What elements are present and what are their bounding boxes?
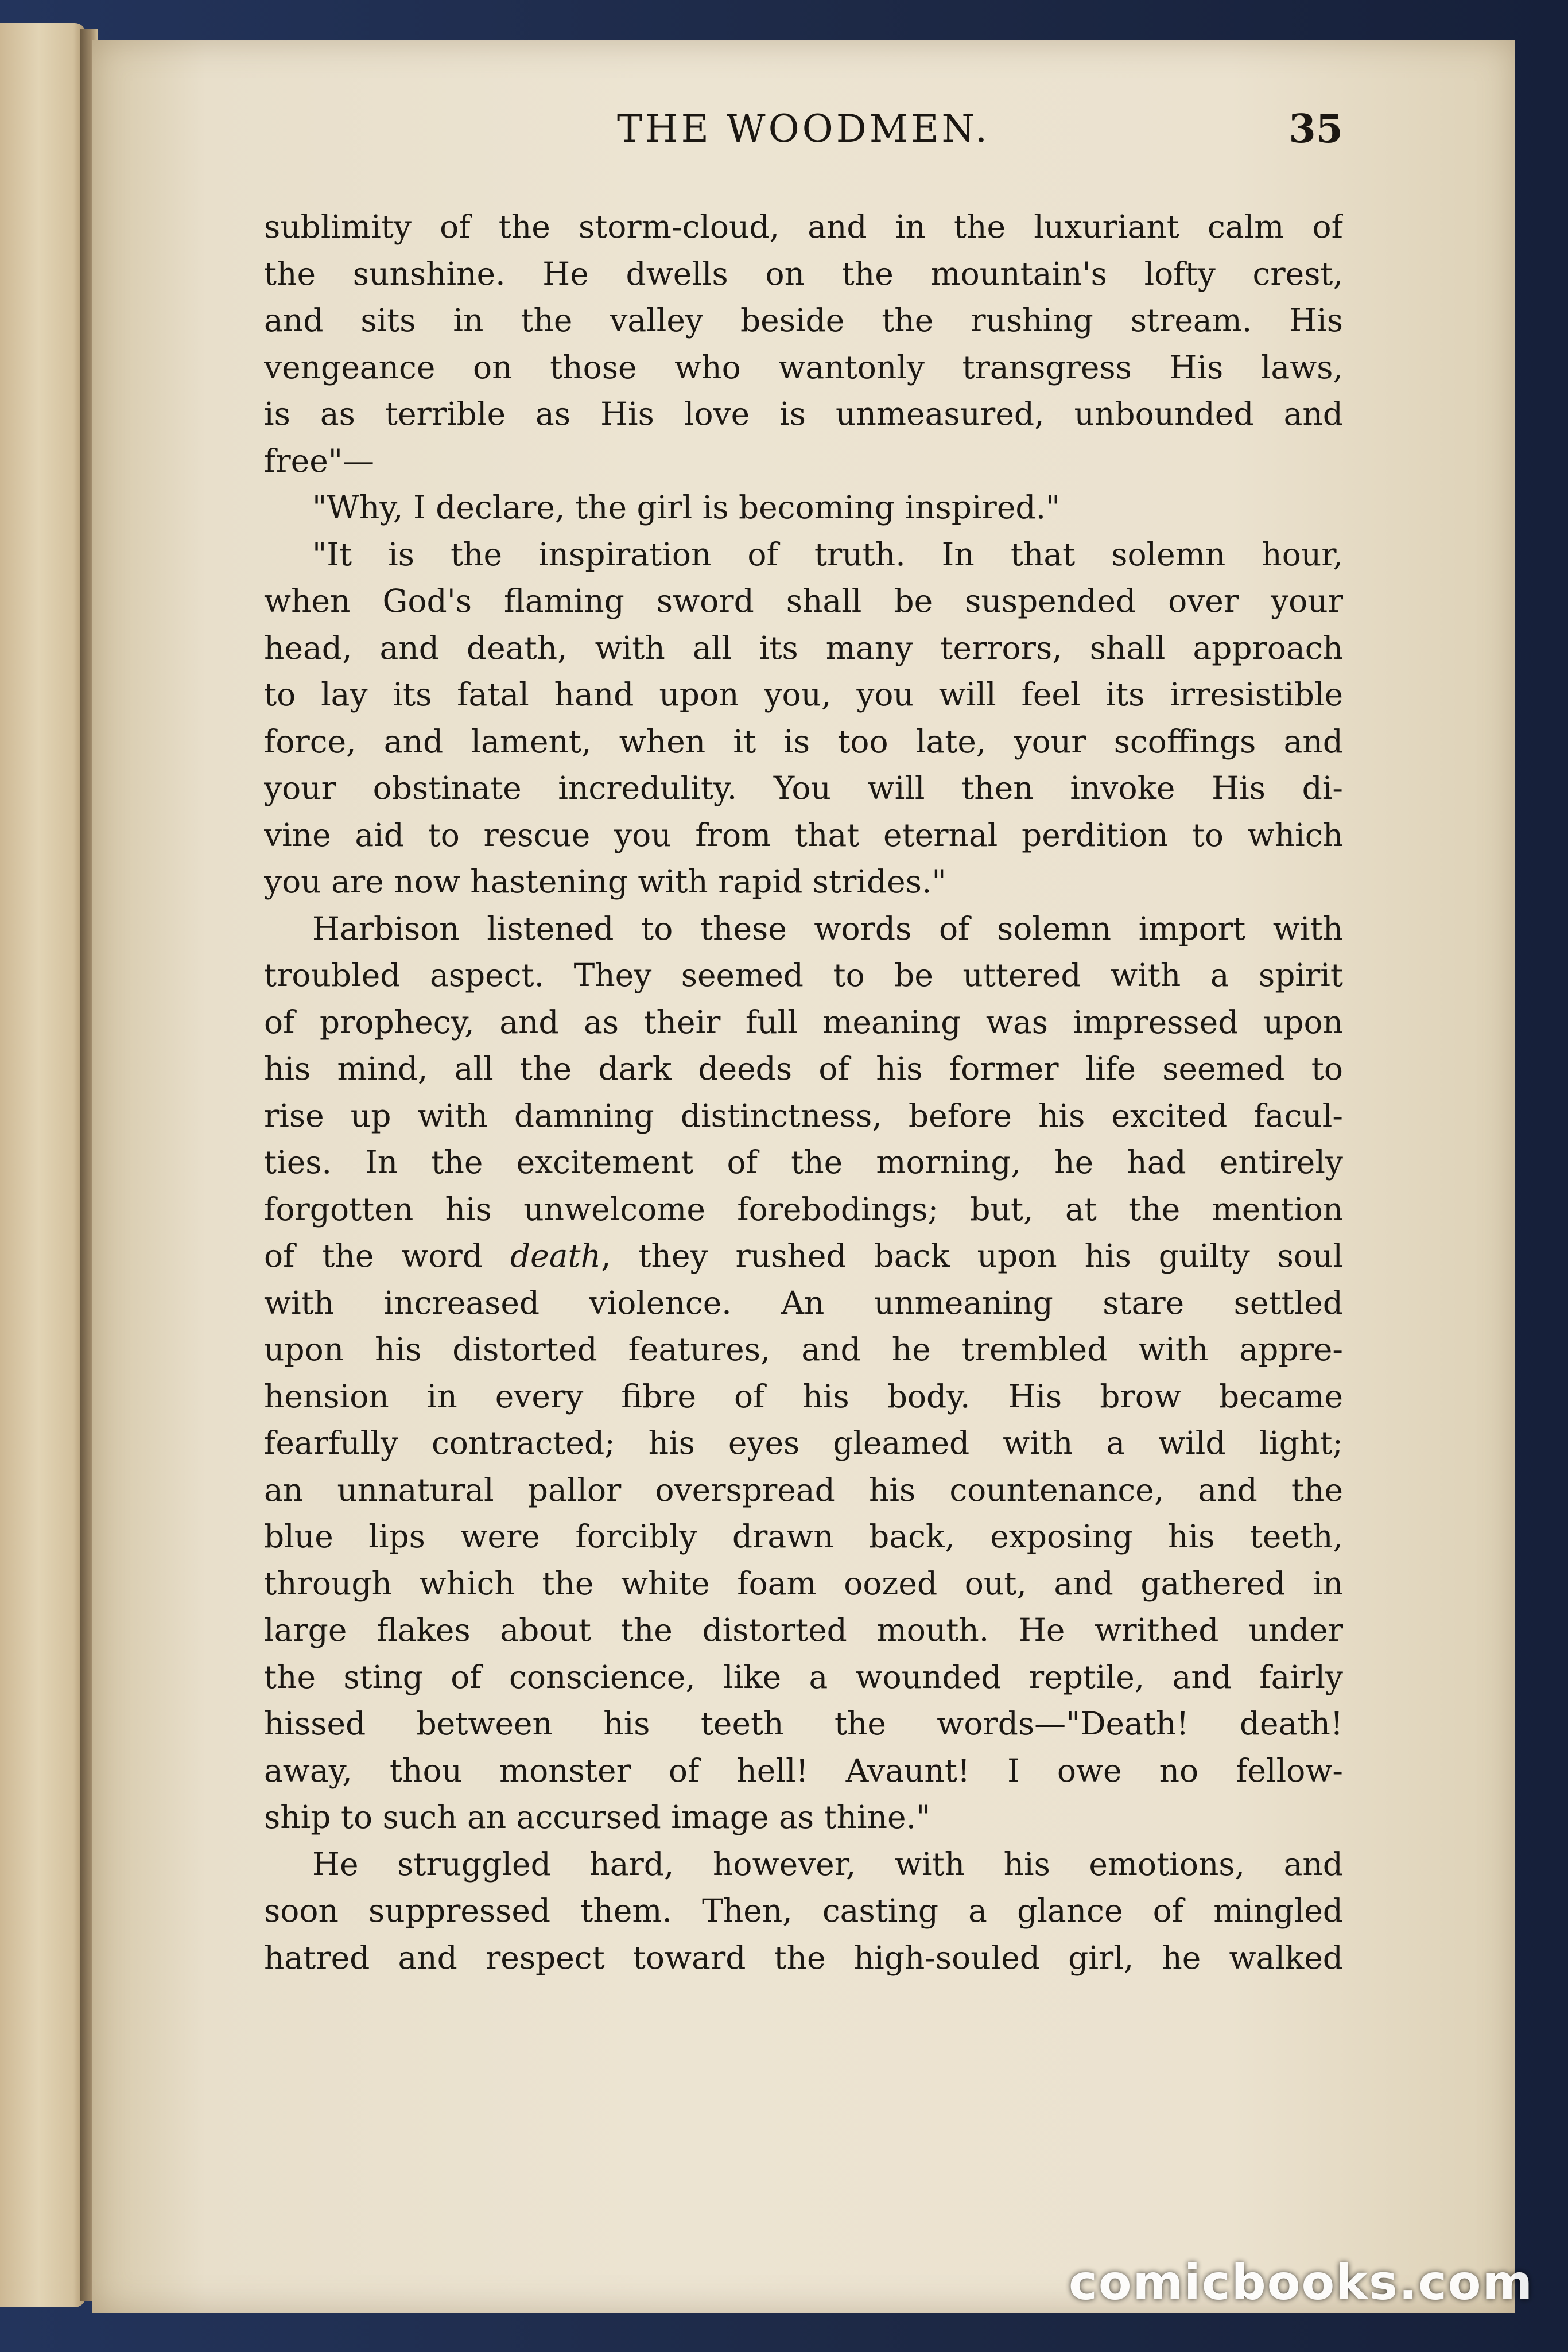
text-line: fearfully contracted; his eyes gleamed with a wild light; [264,1425,1343,1461]
text-line: ship to such an accursed image as thine." [264,1799,931,1835]
text-fragment: , they rushed back upon his guilty soul [601,1237,1343,1274]
text-line: free"— [264,442,375,479]
text-line: troubled aspect. They seemed to be uttered with a spirit [264,957,1343,993]
text-line: an unnatural pallor overspread his countenance, and the [264,1471,1343,1508]
running-head: THE WOODMEN. [617,107,990,151]
text-line: force, and lament, when it is too late, your scoffings and [264,723,1343,760]
text-line: upon his distorted features, and he trembled with appre- [264,1331,1343,1368]
text-line: Harbison listened to these words of solemn import with [312,910,1343,947]
text-line: forgotten his unwelcome forebodings; but, at the mention [264,1190,1343,1228]
text-line: hatred and respect toward the high-souled girl, he walked [264,1939,1343,1976]
body-text [264,204,1343,1981]
text-line: is as terrible as His love is unmeasured, unbounded and [264,395,1343,432]
text-line: when God's flaming sword shall be suspended over your [264,583,1343,619]
text-line: vengeance on those who wantonly transgress His laws, [264,348,1343,386]
facing-page-edge [0,23,86,2307]
text-line: through which the white foam oozed out, and gathered in [264,1565,1343,1602]
text-line: you are now hastening with rapid strides." [264,863,946,900]
text-line: hension in every fibre of his body. His brow became [264,1377,1343,1415]
text-line: his mind, all the dark deeds of his former life seemed to [264,1050,1343,1087]
text-line: ties. In the excitement of the morning, he had entirely [264,1144,1343,1181]
text-line: sublimity of the storm-cloud, and in the luxuriant calm of [264,208,1343,245]
text-line: with increased violence. An unmeaning stare settled [264,1284,1343,1321]
text-line: "Why, I declare, the girl is becoming inspired." [312,489,1061,526]
text-line: and sits in the valley beside the rushing stream. His [264,302,1343,339]
text-line: blue lips were forcibly drawn back, exposing his teeth, [264,1518,1343,1555]
text-line: the sting of conscience, like a wounded reptile, and fairly [264,1658,1343,1695]
text-line: of prophecy, and as their full meaning was impressed upon [264,1003,1343,1041]
text-line: large flakes about the distorted mouth. He writhed under [264,1612,1343,1648]
text-line: the sunshine. He dwells on the mountain's lofty crest, [264,255,1343,292]
text-line: vine aid to rescue you from that eternal perdition to which [264,816,1343,853]
italic-word: death [510,1237,601,1274]
text-line: head, and death, with all its many terrors, shall approach [264,629,1343,666]
text-line [264,1233,1343,1280]
text-line: soon suppressed them. Then, casting a glance of mingled [264,1892,1343,1929]
page-header [264,98,1343,161]
text-line: "It is the inspiration of truth. In that solemn hour, [312,535,1343,573]
text-line: hissed between his teeth the words—"Death! death! [264,1705,1343,1742]
text-fragment: of the word [264,1237,483,1274]
text-line: He struggled hard, however, with his emotions, and [312,1845,1343,1883]
text-line: your obstinate incredulity. You will then invoke His di- [264,770,1343,806]
text-line: to lay its fatal hand upon you, you will feel its irresistible [264,676,1343,713]
watermark-logo: comicbooks.com [1069,2254,1534,2311]
text-line: away, thou monster of hell! Avaunt! I owe no fellow- [264,1752,1343,1789]
text-line: rise up with damning distinctness, before his excited facul- [264,1097,1343,1134]
page-number: 35 [1288,106,1343,152]
